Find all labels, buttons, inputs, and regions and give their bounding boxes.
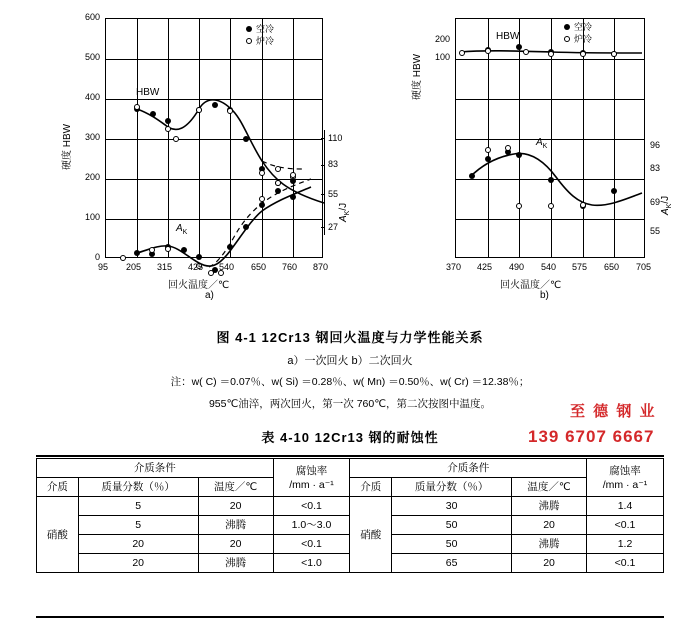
cell-right-fraction-1: 30 (392, 497, 512, 516)
cell-right-medium: 硝酸 (350, 497, 392, 573)
xtick-a-650: 650 (251, 262, 267, 272)
panel-label-a: a) (205, 290, 214, 301)
cell-right-temp-3: 沸腾 (512, 535, 587, 554)
corrosion-table (36, 458, 664, 573)
cell-left-fraction-4: 20 (78, 554, 198, 573)
ytick-right-b-55: 55 (650, 226, 661, 236)
right-axis-tick-a-2 (321, 165, 325, 166)
xtick-a-425: 425 (188, 262, 204, 272)
xtick-b-425: 425 (477, 262, 493, 272)
annotation-ak-a: $A_K$ (176, 223, 188, 236)
table-row (37, 497, 664, 516)
cell-left-medium: 硝酸 (37, 497, 79, 573)
cell-left-temp-4: 沸腾 (198, 554, 273, 573)
panel-label-b: b) (540, 290, 549, 301)
cell-right-temp-4: 20 (512, 554, 587, 573)
yaxis-title-right-a: $A_K/J$ (338, 202, 351, 222)
legend-b (564, 21, 592, 45)
header-group-left: 介质条件 (37, 459, 274, 478)
xtick-b-705: 705 (636, 262, 652, 272)
legend-a (246, 23, 274, 47)
legend-label-furnacecool-a: 炉冷 (256, 36, 275, 46)
cell-left-fraction-3: 20 (78, 535, 198, 554)
cell-right-rate-3: 1.2 (587, 535, 664, 554)
curves-a (106, 19, 324, 259)
col-right-temp: 温度／℃ (512, 478, 587, 497)
legend-label-aircool-b: 空冷 (574, 22, 593, 32)
ytick-right-a-27: 27 (328, 222, 339, 232)
xtick-b-490: 490 (509, 262, 525, 272)
watermark-phone: 139 6707 6667 (528, 427, 655, 446)
cell-left-temp-3: 20 (198, 535, 273, 554)
cell-left-temp-1: 20 (198, 497, 273, 516)
xtick-a-205: 205 (126, 262, 142, 272)
figure-caption: 图 4-1 12Cr13 钢回火温度与力学性能关系 (216, 330, 484, 345)
ytick-a-300: 300 (84, 132, 100, 142)
ytick-a-500: 500 (84, 52, 100, 62)
header-rate-left (273, 459, 350, 497)
legend-marker-open-b (564, 36, 570, 42)
right-axis-tick-a-1 (321, 138, 325, 139)
header-group-right: 介质条件 (350, 459, 587, 478)
header-rate-left-unit: /mm · a⁻¹ (289, 478, 334, 491)
ytick-a-100: 100 (84, 212, 100, 222)
right-axis-tick-a-3 (321, 194, 325, 195)
chart-b (360, 0, 700, 300)
yaxis-title-a: 硬度 HBW (62, 123, 73, 170)
col-left-fraction: 质量分数（％） (78, 478, 198, 497)
ytick-a-400: 400 (84, 92, 100, 102)
col-left-temp: 温度／℃ (198, 478, 273, 497)
cell-right-fraction-3: 50 (392, 535, 512, 554)
legend-marker-open-a (246, 38, 252, 44)
header-rate-right-text: 腐蚀率 (609, 464, 641, 477)
figure-note-line2: 955℃油淬，两次回火，第一次 760℃，第二次按图中温度。 (208, 398, 492, 410)
yaxis-title-b: 硬度 HBW (412, 53, 423, 100)
cell-right-rate-1: 1.4 (587, 497, 664, 516)
cell-right-fraction-4: 65 (392, 554, 512, 573)
cell-left-fraction-1: 5 (78, 497, 198, 516)
cell-right-rate-4: <0.1 (587, 554, 664, 573)
header-rate-right (587, 459, 664, 497)
ytick-right-a-110: 110 (328, 133, 343, 143)
ytick-a-200: 200 (84, 172, 100, 182)
ytick-right-b-96: 96 (650, 140, 661, 150)
table-bottom-rule (36, 616, 664, 618)
col-right-fraction: 质量分数（％） (392, 478, 512, 497)
cell-left-rate-3: <0.1 (273, 535, 350, 554)
legend-label-aircool-a: 空冷 (256, 24, 275, 34)
ytick-b-100: 100 (434, 52, 450, 62)
ytick-right-a-83: 83 (328, 159, 339, 169)
xtick-b-575: 575 (572, 262, 588, 272)
table-title: 表 4-10 12Cr13 钢的耐蚀性 (261, 430, 439, 445)
legend-label-furnacecool-b: 炉冷 (574, 34, 593, 44)
table-header-row-1 (37, 459, 664, 478)
xaxis-title-a: 回火温度／℃ (168, 280, 230, 291)
right-axis-a (324, 130, 325, 235)
xaxis-title-b: 回火温度／℃ (500, 280, 562, 291)
ytick-right-b-83: 83 (650, 163, 661, 173)
cell-right-fraction-2: 50 (392, 516, 512, 535)
legend-marker-filled-a (246, 26, 252, 32)
right-axis-tick-a-4 (321, 227, 325, 228)
yaxis-title-right-b: $A_K/J$ (660, 195, 673, 215)
cell-left-temp-2: 沸腾 (198, 516, 273, 535)
xtick-a-315: 315 (157, 262, 173, 272)
ytick-right-b-69: 69 (650, 197, 661, 207)
cell-left-rate-1: <0.1 (273, 497, 350, 516)
xtick-a-760: 760 (282, 262, 298, 272)
annotation-hbw-a: HBW (136, 87, 160, 98)
plot-area-a (105, 18, 323, 258)
xtick-a-870: 870 (313, 262, 329, 272)
annotation-ak-b: $A_K$ (536, 137, 548, 150)
cell-left-fraction-2: 5 (78, 516, 198, 535)
chart-a (0, 0, 360, 300)
cell-right-temp-2: 20 (512, 516, 587, 535)
watermark-brand: 至 德 钢 业 (570, 403, 657, 420)
xtick-a-95: 95 (98, 262, 109, 272)
ytick-b-200: 200 (434, 34, 450, 44)
header-rate-left-text: 腐蚀率 (295, 464, 328, 477)
xtick-b-650: 650 (604, 262, 620, 272)
table-top-rule (36, 455, 664, 457)
header-rate-right-unit: /mm · a⁻¹ (602, 478, 648, 491)
ytick-a-0: 0 (94, 252, 100, 262)
col-right-medium: 介质 (350, 478, 392, 497)
cell-left-rate-4: <1.0 (273, 554, 350, 573)
figure-subcaption: a）一次回火 b）二次回火 (287, 355, 413, 367)
plot-area-b (455, 18, 645, 258)
xtick-a-540: 540 (219, 262, 235, 272)
cell-right-rate-2: <0.1 (587, 516, 664, 535)
legend-marker-filled-b (564, 24, 570, 30)
cell-left-rate-2: 1.0～3.0 (273, 516, 350, 535)
xtick-b-540: 540 (541, 262, 557, 272)
table-header-row-2 (37, 478, 664, 497)
ytick-a-600: 600 (84, 12, 100, 22)
xtick-b-370: 370 (446, 262, 462, 272)
annotation-hbw-b: HBW (496, 31, 520, 42)
col-left-medium: 介质 (37, 478, 79, 497)
cell-right-temp-1: 沸腾 (512, 497, 587, 516)
figure-note-line1: 注：w( C) ＝0.07％、w( Si) ＝0.28％、w( Mn) ＝0.50％、w( Cr) ＝12.38％； (170, 376, 530, 388)
ytick-right-a-55: 55 (328, 189, 339, 199)
